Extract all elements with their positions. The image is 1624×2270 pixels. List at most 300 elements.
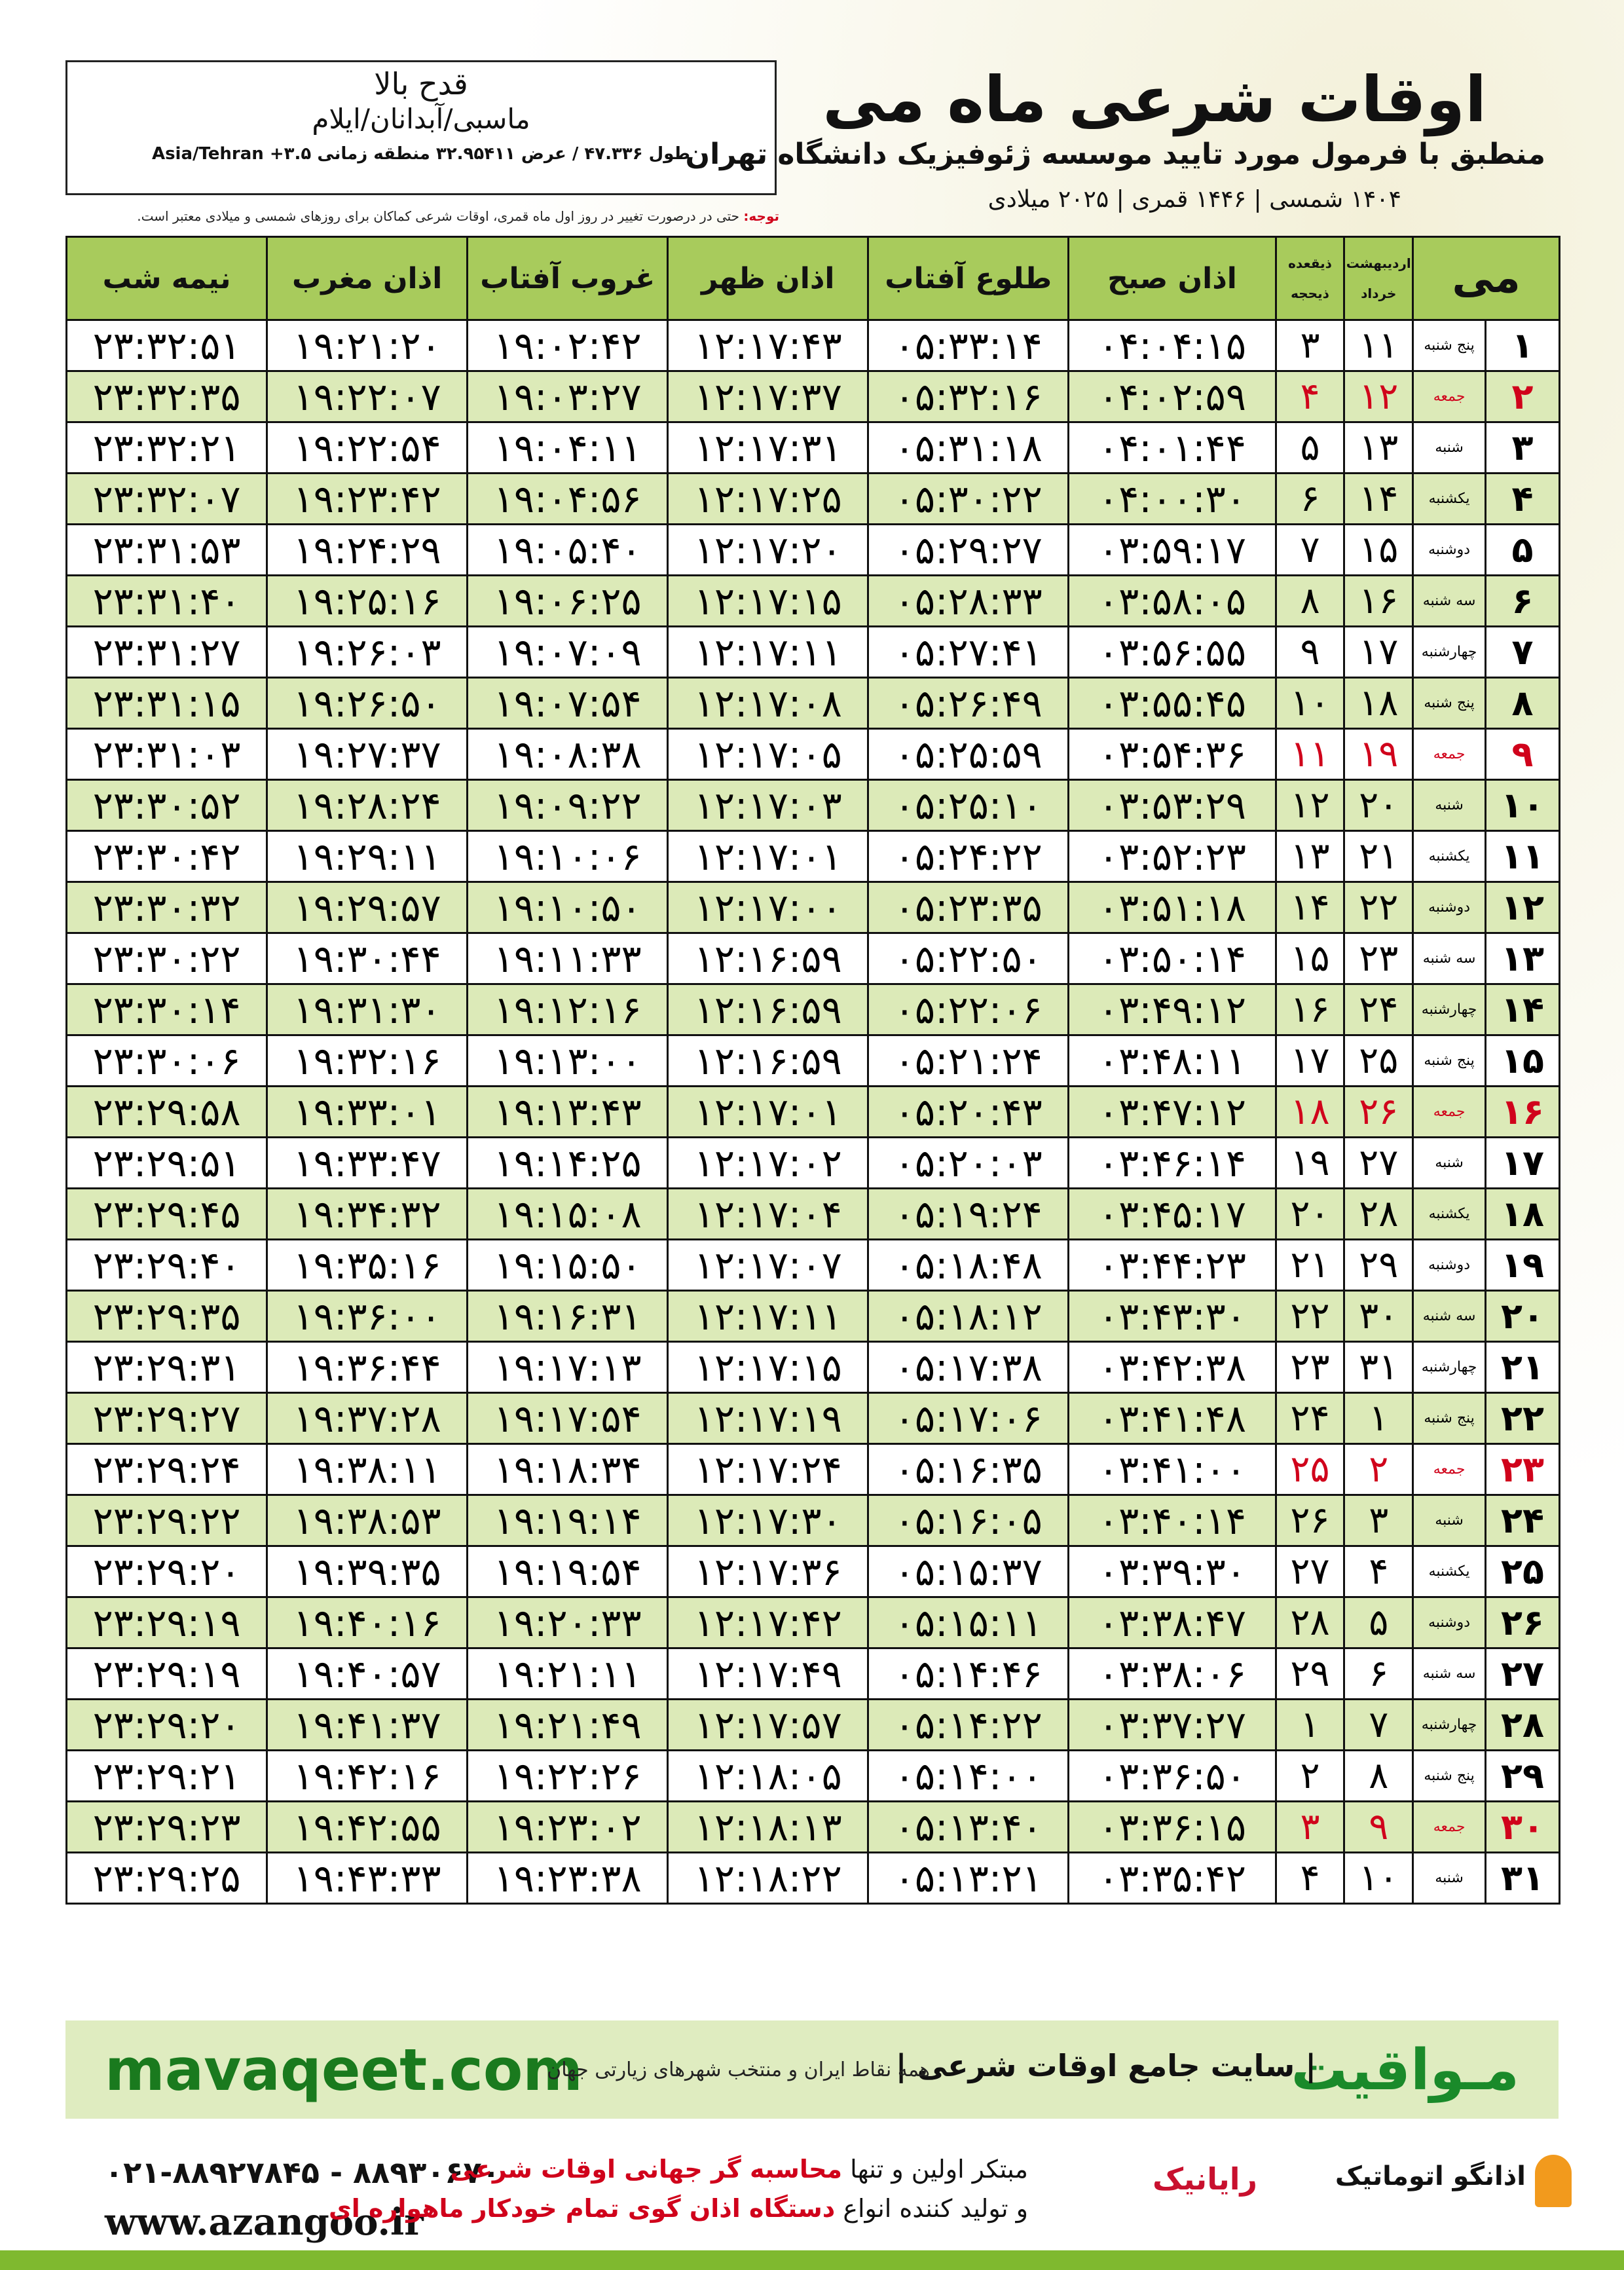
fajr-time: ۰۳:۳۶:۵۰ — [1069, 1751, 1276, 1802]
header-shamsi-top: اردیبهشت — [1346, 255, 1411, 271]
qamari-date: ۱۲ — [1276, 780, 1344, 831]
shamsi-date: ۳۱ — [1344, 1342, 1413, 1393]
midnight-time: ۲۳:۲۹:۳۵ — [67, 1291, 267, 1342]
table-row — [67, 1648, 1560, 1700]
weekday-name: شنبه — [1413, 1853, 1486, 1904]
sunrise-time: ۰۵:۲۶:۴۹ — [868, 678, 1069, 729]
dhuhr-time: ۱۲:۱۷:۲۴ — [668, 1444, 868, 1495]
table-row — [67, 576, 1560, 627]
maghrib-time: ۱۹:۲۹:۵۷ — [267, 882, 468, 933]
midnight-time: ۲۳:۳۱:۰۳ — [67, 729, 267, 780]
maghrib-time: ۱۹:۳۲:۱۶ — [267, 1035, 468, 1087]
fajr-time: ۰۳:۴۷:۱۲ — [1069, 1087, 1276, 1138]
sunset-time: ۱۹:۱۳:۴۳ — [468, 1087, 668, 1138]
shamsi-date: ۱۵ — [1344, 525, 1413, 576]
weekday-name: دوشنبه — [1413, 525, 1486, 576]
weekday-name: شنبه — [1413, 1495, 1486, 1546]
shamsi-date: ۳ — [1344, 1495, 1413, 1546]
midnight-time: ۲۳:۳۲:۰۷ — [67, 474, 267, 525]
day-number: ۲۱ — [1486, 1342, 1560, 1393]
table-row — [67, 882, 1560, 933]
shamsi-date: ۶ — [1344, 1648, 1413, 1700]
header-fajr: اذان صبح — [1069, 237, 1276, 320]
qamari-date: ۴ — [1276, 1853, 1344, 1904]
day-number: ۱۱ — [1486, 831, 1560, 882]
fajr-time: ۰۳:۴۴:۲۳ — [1069, 1240, 1276, 1291]
dhuhr-time: ۱۲:۱۷:۳۶ — [668, 1546, 868, 1597]
qamari-date: ۲۷ — [1276, 1546, 1344, 1597]
weekday-name: چهارشنبه — [1413, 627, 1486, 678]
day-number: ۵ — [1486, 525, 1560, 576]
day-number: ۱۴ — [1486, 984, 1560, 1035]
qamari-date: ۳ — [1276, 320, 1344, 371]
table-row — [67, 1802, 1560, 1853]
sunset-time: ۱۹:۱۴:۲۵ — [468, 1138, 668, 1189]
midnight-time: ۲۳:۳۰:۳۲ — [67, 882, 267, 933]
brand-description: همه نقاط ایران و منتخب شهرهای زیارتی جهان — [547, 2058, 930, 2081]
fajr-time: ۰۳:۳۶:۱۵ — [1069, 1802, 1276, 1853]
qamari-date: ۷ — [1276, 525, 1344, 576]
note-text: حتی در درصورت تغییر در روز اول ماه قمری، اوقات شرعی کماکان برای روزهای شمسی و میلادی معتبر است. — [137, 208, 744, 224]
city-title: قدح بالا — [374, 66, 468, 102]
weekday-name: جمعه — [1413, 1444, 1486, 1495]
dhuhr-time: ۱۲:۱۷:۰۱ — [668, 831, 868, 882]
sunrise-time: ۰۵:۱۸:۱۲ — [868, 1291, 1069, 1342]
sunrise-time: ۰۵:۲۷:۴۱ — [868, 627, 1069, 678]
dhuhr-time: ۱۲:۱۷:۱۹ — [668, 1393, 868, 1444]
maghrib-time: ۱۹:۲۶:۵۰ — [267, 678, 468, 729]
day-number: ۳ — [1486, 422, 1560, 474]
day-number: ۱۰ — [1486, 780, 1560, 831]
shamsi-date: ۳۰ — [1344, 1291, 1413, 1342]
day-number: ۲۹ — [1486, 1751, 1560, 1802]
qamari-date: ۱ — [1276, 1700, 1344, 1751]
fajr-time: ۰۳:۵۶:۵۵ — [1069, 627, 1276, 678]
dhuhr-time: ۱۲:۱۷:۳۷ — [668, 371, 868, 422]
day-number: ۱۸ — [1486, 1189, 1560, 1240]
weekday-name: سه شنبه — [1413, 1291, 1486, 1342]
pitch-line-2-highlight: دستگاه اذان گوی تمام خودکار ماهواره ای — [328, 2194, 836, 2223]
dhuhr-time: ۱۲:۱۷:۴۳ — [668, 320, 868, 371]
qamari-date: ۱۷ — [1276, 1035, 1344, 1087]
note-label: توجه: — [743, 208, 779, 224]
shamsi-date: ۵ — [1344, 1597, 1413, 1648]
table-row — [67, 1751, 1560, 1802]
midnight-time: ۲۳:۳۰:۵۲ — [67, 780, 267, 831]
prayer-times-table — [65, 236, 1560, 1905]
midnight-time: ۲۳:۳۰:۴۲ — [67, 831, 267, 882]
maghrib-time: ۱۹:۴۰:۱۶ — [267, 1597, 468, 1648]
sunset-time: ۱۹:۰۲:۴۲ — [468, 320, 668, 371]
qamari-date: ۲۱ — [1276, 1240, 1344, 1291]
qamari-date: ۱۴ — [1276, 882, 1344, 933]
sunset-time: ۱۹:۱۸:۳۴ — [468, 1444, 668, 1495]
midnight-time: ۲۳:۳۰:۱۴ — [67, 984, 267, 1035]
header-sunset: غروب آفتاب — [468, 237, 668, 320]
shamsi-date: ۲ — [1344, 1444, 1413, 1495]
pitch-line-1-highlight: محاسبه گر جهانی اوقات شرعی — [450, 2155, 843, 2184]
sunrise-time: ۰۵:۱۶:۳۵ — [868, 1444, 1069, 1495]
phone-numbers: ۰۲۱-۸۸۹۲۷۸۴۵ - ۸۸۹۳۰۶۷۰ — [105, 2155, 500, 2190]
qamari-date: ۴ — [1276, 371, 1344, 422]
prayer-times-table-wrap — [65, 236, 1560, 1905]
sunset-time: ۱۹:۱۳:۰۰ — [468, 1035, 668, 1087]
midnight-time: ۲۳:۳۰:۰۶ — [67, 1035, 267, 1087]
weekday-name: دوشنبه — [1413, 882, 1486, 933]
table-row — [67, 729, 1560, 780]
qamari-date: ۹ — [1276, 627, 1344, 678]
day-number: ۲۲ — [1486, 1393, 1560, 1444]
day-number: ۲۶ — [1486, 1597, 1560, 1648]
maghrib-time: ۱۹:۴۰:۵۷ — [267, 1648, 468, 1700]
table-row — [67, 474, 1560, 525]
qamari-date: ۱۵ — [1276, 933, 1344, 984]
weekday-name: پنج شنبه — [1413, 1393, 1486, 1444]
maghrib-time: ۱۹:۳۹:۳۵ — [267, 1546, 468, 1597]
qamari-date: ۲۲ — [1276, 1291, 1344, 1342]
sunrise-time: ۰۵:۱۶:۰۵ — [868, 1495, 1069, 1546]
sunset-time: ۱۹:۲۳:۳۸ — [468, 1853, 668, 1904]
table-row — [67, 1495, 1560, 1546]
dhuhr-time: ۱۲:۱۶:۵۹ — [668, 1035, 868, 1087]
day-number: ۶ — [1486, 576, 1560, 627]
dhuhr-time: ۱۲:۱۷:۰۵ — [668, 729, 868, 780]
day-number: ۳۰ — [1486, 1802, 1560, 1853]
sunset-time: ۱۹:۰۶:۲۵ — [468, 576, 668, 627]
rayanik-logo: رایانیک — [1153, 2161, 1257, 2197]
table-row — [67, 1597, 1560, 1648]
header-maghrib: اذان مغرب — [267, 237, 468, 320]
dhuhr-time: ۱۲:۱۷:۱۱ — [668, 627, 868, 678]
table-row — [67, 1240, 1560, 1291]
maghrib-time: ۱۹:۳۶:۰۰ — [267, 1291, 468, 1342]
midnight-time: ۲۳:۲۹:۲۳ — [67, 1802, 267, 1853]
sunset-time: ۱۹:۱۷:۵۴ — [468, 1393, 668, 1444]
sunrise-time: ۰۵:۱۳:۲۱ — [868, 1853, 1069, 1904]
qamari-date: ۳ — [1276, 1802, 1344, 1853]
dhuhr-time: ۱۲:۱۷:۰۴ — [668, 1189, 868, 1240]
weekday-name: پنج شنبه — [1413, 1035, 1486, 1087]
day-number: ۳۱ — [1486, 1853, 1560, 1904]
maghrib-time: ۱۹:۲۷:۳۷ — [267, 729, 468, 780]
sunset-time: ۱۹:۱۹:۵۴ — [468, 1546, 668, 1597]
city-box — [65, 60, 777, 195]
qamari-date: ۱۳ — [1276, 831, 1344, 882]
qamari-date: ۵ — [1276, 422, 1344, 474]
table-row — [67, 1444, 1560, 1495]
header-month: می — [1413, 237, 1560, 320]
maghrib-time: ۱۹:۴۳:۳۳ — [267, 1853, 468, 1904]
table-row — [67, 1853, 1560, 1904]
fajr-time: ۰۳:۴۱:۰۰ — [1069, 1444, 1276, 1495]
day-number: ۲۵ — [1486, 1546, 1560, 1597]
shamsi-date: ۱۶ — [1344, 576, 1413, 627]
midnight-time: ۲۳:۳۱:۱۵ — [67, 678, 267, 729]
shamsi-date: ۸ — [1344, 1751, 1413, 1802]
weekday-name: یکشنبه — [1413, 474, 1486, 525]
weekday-name: چهارشنبه — [1413, 1700, 1486, 1751]
sunset-time: ۱۹:۱۰:۵۰ — [468, 882, 668, 933]
table-row — [67, 1035, 1560, 1087]
shamsi-date: ۷ — [1344, 1700, 1413, 1751]
pitch-line-1 — [450, 2155, 1028, 2184]
weekday-name: چهارشنبه — [1413, 1342, 1486, 1393]
table-row — [67, 320, 1560, 371]
midnight-time: ۲۳:۳۱:۴۰ — [67, 576, 267, 627]
maghrib-time: ۱۹:۲۱:۲۰ — [267, 320, 468, 371]
midnight-time: ۲۳:۳۱:۲۷ — [67, 627, 267, 678]
table-row — [67, 1189, 1560, 1240]
maghrib-time: ۱۹:۴۱:۳۷ — [267, 1700, 468, 1751]
weekday-name: دوشنبه — [1413, 1597, 1486, 1648]
fajr-time: ۰۳:۴۱:۴۸ — [1069, 1393, 1276, 1444]
dhuhr-time: ۱۲:۱۷:۴۲ — [668, 1597, 868, 1648]
shamsi-date: ۲۲ — [1344, 882, 1413, 933]
header-shamsi — [1344, 237, 1413, 320]
midnight-time: ۲۳:۳۰:۲۲ — [67, 933, 267, 984]
pitch-line-1-text: مبتکر اولین و تنها — [842, 2155, 1028, 2184]
midnight-time: ۲۳:۲۹:۵۱ — [67, 1138, 267, 1189]
day-number: ۱۲ — [1486, 882, 1560, 933]
sunset-time: ۱۹:۰۴:۵۶ — [468, 474, 668, 525]
sunset-time: ۱۹:۰۹:۲۲ — [468, 780, 668, 831]
shamsi-date: ۲۵ — [1344, 1035, 1413, 1087]
pitch-line-2 — [329, 2194, 1028, 2223]
day-number: ۱۶ — [1486, 1087, 1560, 1138]
day-number: ۲۴ — [1486, 1495, 1560, 1546]
weekday-name: سه شنبه — [1413, 933, 1486, 984]
azangoo-logo-icon — [1535, 2155, 1572, 2207]
sunset-time: ۱۹:۰۷:۵۴ — [468, 678, 668, 729]
maghrib-time: ۱۹:۲۸:۲۴ — [267, 780, 468, 831]
qamari-date: ۲۳ — [1276, 1342, 1344, 1393]
azangoo-logo: اذانگو اتوماتیک — [1335, 2161, 1526, 2191]
fajr-time: ۰۳:۵۸:۰۵ — [1069, 576, 1276, 627]
fajr-time: ۰۳:۴۹:۱۲ — [1069, 984, 1276, 1035]
dhuhr-time: ۱۲:۱۷:۰۳ — [668, 780, 868, 831]
day-number: ۱۳ — [1486, 933, 1560, 984]
day-number: ۱ — [1486, 320, 1560, 371]
weekday-name: جمعه — [1413, 1087, 1486, 1138]
sunset-time: ۱۹:۱۰:۰۶ — [468, 831, 668, 882]
qamari-date: ۲۸ — [1276, 1597, 1344, 1648]
table-row — [67, 933, 1560, 984]
dhuhr-time: ۱۲:۱۶:۵۹ — [668, 984, 868, 1035]
sunrise-time: ۰۵:۲۱:۲۴ — [868, 1035, 1069, 1087]
sunset-time: ۱۹:۰۵:۴۰ — [468, 525, 668, 576]
day-number: ۷ — [1486, 627, 1560, 678]
shamsi-date: ۲۸ — [1344, 1189, 1413, 1240]
dhuhr-time: ۱۲:۱۷:۱۵ — [668, 1342, 868, 1393]
midnight-time: ۲۳:۲۹:۲۲ — [67, 1495, 267, 1546]
dhuhr-time: ۱۲:۱۸:۱۳ — [668, 1802, 868, 1853]
website-url[interactable]: mavaqeet.com — [105, 2036, 583, 2104]
dhuhr-time: ۱۲:۱۷:۴۹ — [668, 1648, 868, 1700]
day-number: ۲۳ — [1486, 1444, 1560, 1495]
maghrib-time: ۱۹:۳۸:۵۳ — [267, 1495, 468, 1546]
weekday-name: سه شنبه — [1413, 1648, 1486, 1700]
midnight-time: ۲۳:۳۱:۵۳ — [67, 525, 267, 576]
qamari-date: ۸ — [1276, 576, 1344, 627]
year-dates: ۱۴۰۴ شمسی | ۱۴۴۶ قمری | ۲۰۲۵ میلادی — [987, 186, 1401, 213]
dhuhr-time: ۱۲:۱۷:۲۰ — [668, 525, 868, 576]
fajr-time: ۰۳:۳۸:۴۷ — [1069, 1597, 1276, 1648]
pitch-line-2-text: و تولید کننده انواع — [835, 2194, 1028, 2223]
sunrise-time: ۰۵:۱۴:۲۲ — [868, 1700, 1069, 1751]
fajr-time: ۰۳:۵۱:۱۸ — [1069, 882, 1276, 933]
dhuhr-time: ۱۲:۱۷:۲۵ — [668, 474, 868, 525]
sunset-time: ۱۹:۲۱:۱۱ — [468, 1648, 668, 1700]
maghrib-time: ۱۹:۲۶:۰۳ — [267, 627, 468, 678]
shamsi-date: ۱ — [1344, 1393, 1413, 1444]
table-row — [67, 627, 1560, 678]
midnight-time: ۲۳:۳۲:۳۵ — [67, 371, 267, 422]
fajr-time: ۰۳:۴۰:۱۴ — [1069, 1495, 1276, 1546]
shamsi-date: ۱۴ — [1344, 474, 1413, 525]
maghrib-time: ۱۹:۳۴:۳۲ — [267, 1189, 468, 1240]
sunset-time: ۱۹:۱۵:۰۸ — [468, 1189, 668, 1240]
sunset-time: ۱۹:۰۷:۰۹ — [468, 627, 668, 678]
shamsi-date: ۲۹ — [1344, 1240, 1413, 1291]
fajr-time: ۰۳:۵۲:۲۳ — [1069, 831, 1276, 882]
fajr-time: ۰۳:۴۲:۳۸ — [1069, 1342, 1276, 1393]
sunset-time: ۱۹:۲۱:۴۹ — [468, 1700, 668, 1751]
fajr-time: ۰۳:۵۹:۱۷ — [1069, 525, 1276, 576]
sunrise-time: ۰۵:۱۴:۴۶ — [868, 1648, 1069, 1700]
fajr-time: ۰۳:۵۳:۲۹ — [1069, 780, 1276, 831]
sunrise-time: ۰۵:۱۷:۳۸ — [868, 1342, 1069, 1393]
page-title: اوقات شرعی ماه می — [822, 63, 1486, 136]
sunrise-time: ۰۵:۳۱:۱۸ — [868, 422, 1069, 474]
table-row — [67, 525, 1560, 576]
header-qamari-bottom: ذیحجه — [1291, 286, 1329, 301]
maghrib-time: ۱۹:۴۲:۱۶ — [267, 1751, 468, 1802]
note — [65, 208, 779, 224]
brand-subtitle: | سایت جامع اوقات شرعی | — [895, 2048, 1316, 2083]
sunrise-time: ۰۵:۱۴:۰۰ — [868, 1751, 1069, 1802]
shamsi-date: ۲۳ — [1344, 933, 1413, 984]
dhuhr-time: ۱۲:۱۷:۰۲ — [668, 1138, 868, 1189]
sunset-time: ۱۹:۱۱:۳۳ — [468, 933, 668, 984]
midnight-time: ۲۳:۲۹:۴۵ — [67, 1189, 267, 1240]
sunset-time: ۱۹:۰۴:۱۱ — [468, 422, 668, 474]
weekday-name: شنبه — [1413, 422, 1486, 474]
sunrise-time: ۰۵:۳۰:۲۲ — [868, 474, 1069, 525]
table-header-row — [67, 237, 1560, 320]
table-row — [67, 1138, 1560, 1189]
qamari-date: ۱۰ — [1276, 678, 1344, 729]
fajr-time: ۰۴:۰۴:۱۵ — [1069, 320, 1276, 371]
midnight-time: ۲۳:۲۹:۲۰ — [67, 1546, 267, 1597]
shamsi-date: ۲۱ — [1344, 831, 1413, 882]
sunrise-time: ۰۵:۲۵:۵۹ — [868, 729, 1069, 780]
table-row — [67, 1546, 1560, 1597]
weekday-name: شنبه — [1413, 1138, 1486, 1189]
dhuhr-time: ۱۲:۱۷:۱۱ — [668, 1291, 868, 1342]
sunrise-time: ۰۵:۲۰:۴۳ — [868, 1087, 1069, 1138]
fajr-time: ۰۳:۵۰:۱۴ — [1069, 933, 1276, 984]
weekday-name: جمعه — [1413, 1802, 1486, 1853]
sunrise-time: ۰۵:۱۸:۴۸ — [868, 1240, 1069, 1291]
fajr-time: ۰۳:۳۹:۳۰ — [1069, 1546, 1276, 1597]
day-number: ۲۸ — [1486, 1700, 1560, 1751]
shamsi-date: ۲۴ — [1344, 984, 1413, 1035]
day-number: ۲۷ — [1486, 1648, 1560, 1700]
city-coordinates: طول ۴۷.۳۳۶ / عرض ۳۲.۹۵۴۱۱ منطقه زمانی ۳.۵+ Asia/Tehran — [151, 144, 691, 164]
qamari-date: ۲۹ — [1276, 1648, 1344, 1700]
table-row — [67, 984, 1560, 1035]
sunrise-time: ۰۵:۱۵:۳۷ — [868, 1546, 1069, 1597]
sunset-time: ۱۹:۱۶:۳۱ — [468, 1291, 668, 1342]
qamari-date: ۱۱ — [1276, 729, 1344, 780]
sunset-time: ۱۹:۱۷:۱۳ — [468, 1342, 668, 1393]
sunset-time: ۱۹:۱۹:۱۴ — [468, 1495, 668, 1546]
table-row — [67, 1393, 1560, 1444]
weekday-name: یکشنبه — [1413, 1546, 1486, 1597]
day-number: ۱۹ — [1486, 1240, 1560, 1291]
day-number: ۴ — [1486, 474, 1560, 525]
shamsi-date: ۱۹ — [1344, 729, 1413, 780]
shamsi-date: ۲۰ — [1344, 780, 1413, 831]
shamsi-date: ۱۰ — [1344, 1853, 1413, 1904]
fajr-time: ۰۳:۴۵:۱۷ — [1069, 1189, 1276, 1240]
qamari-date: ۲۵ — [1276, 1444, 1344, 1495]
sunrise-time: ۰۵:۲۴:۲۲ — [868, 831, 1069, 882]
page-subtitle: منطبق با فرمول مورد تایید موسسه ژئوفیزیک دانشگاه تهران — [685, 138, 1545, 171]
midnight-time: ۲۳:۲۹:۵۸ — [67, 1087, 267, 1138]
sunrise-time: ۰۵:۳۲:۱۶ — [868, 371, 1069, 422]
midnight-time: ۲۳:۲۹:۲۵ — [67, 1853, 267, 1904]
weekday-name: یکشنبه — [1413, 1189, 1486, 1240]
fajr-time: ۰۳:۳۸:۰۶ — [1069, 1648, 1276, 1700]
midnight-time: ۲۳:۲۹:۲۷ — [67, 1393, 267, 1444]
sunset-time: ۱۹:۱۵:۵۰ — [468, 1240, 668, 1291]
fajr-time: ۰۴:۰۰:۳۰ — [1069, 474, 1276, 525]
shamsi-date: ۱۲ — [1344, 371, 1413, 422]
dhuhr-time: ۱۲:۱۷:۰۸ — [668, 678, 868, 729]
midnight-time: ۲۳:۳۲:۲۱ — [67, 422, 267, 474]
azangoo-url[interactable]: www.azangoo.ir — [105, 2201, 424, 2244]
qamari-date: ۲۶ — [1276, 1495, 1344, 1546]
weekday-name: دوشنبه — [1413, 1240, 1486, 1291]
sunset-time: ۱۹:۰۳:۲۷ — [468, 371, 668, 422]
maghrib-time: ۱۹:۳۶:۴۴ — [267, 1342, 468, 1393]
dhuhr-time: ۱۲:۱۷:۵۷ — [668, 1700, 868, 1751]
day-number: ۹ — [1486, 729, 1560, 780]
weekday-name: پنج شنبه — [1413, 1751, 1486, 1802]
table-row — [67, 1087, 1560, 1138]
maghrib-time: ۱۹:۳۷:۲۸ — [267, 1393, 468, 1444]
maghrib-time: ۱۹:۳۳:۴۷ — [267, 1138, 468, 1189]
sunset-time: ۱۹:۲۳:۰۲ — [468, 1802, 668, 1853]
midnight-time: ۲۳:۲۹:۴۰ — [67, 1240, 267, 1291]
city-subtitle: ماسبی/آبدانان/ایلام — [312, 103, 530, 135]
fajr-time: ۰۴:۰۲:۵۹ — [1069, 371, 1276, 422]
table-row — [67, 1342, 1560, 1393]
brand-logo-text: مـواقیت — [1291, 2037, 1519, 2103]
maghrib-time: ۱۹:۴۲:۵۵ — [267, 1802, 468, 1853]
day-number: ۱۷ — [1486, 1138, 1560, 1189]
header-qamari — [1276, 237, 1344, 320]
fajr-time: ۰۳:۴۳:۳۰ — [1069, 1291, 1276, 1342]
sunrise-time: ۰۵:۲۳:۳۵ — [868, 882, 1069, 933]
dhuhr-time: ۱۲:۱۷:۰۱ — [668, 1087, 868, 1138]
sunrise-time: ۰۵:۲۸:۳۳ — [868, 576, 1069, 627]
weekday-name: پنج شنبه — [1413, 320, 1486, 371]
header-dhuhr: اذان ظهر — [668, 237, 868, 320]
table-row — [67, 1700, 1560, 1751]
table-row — [67, 678, 1560, 729]
